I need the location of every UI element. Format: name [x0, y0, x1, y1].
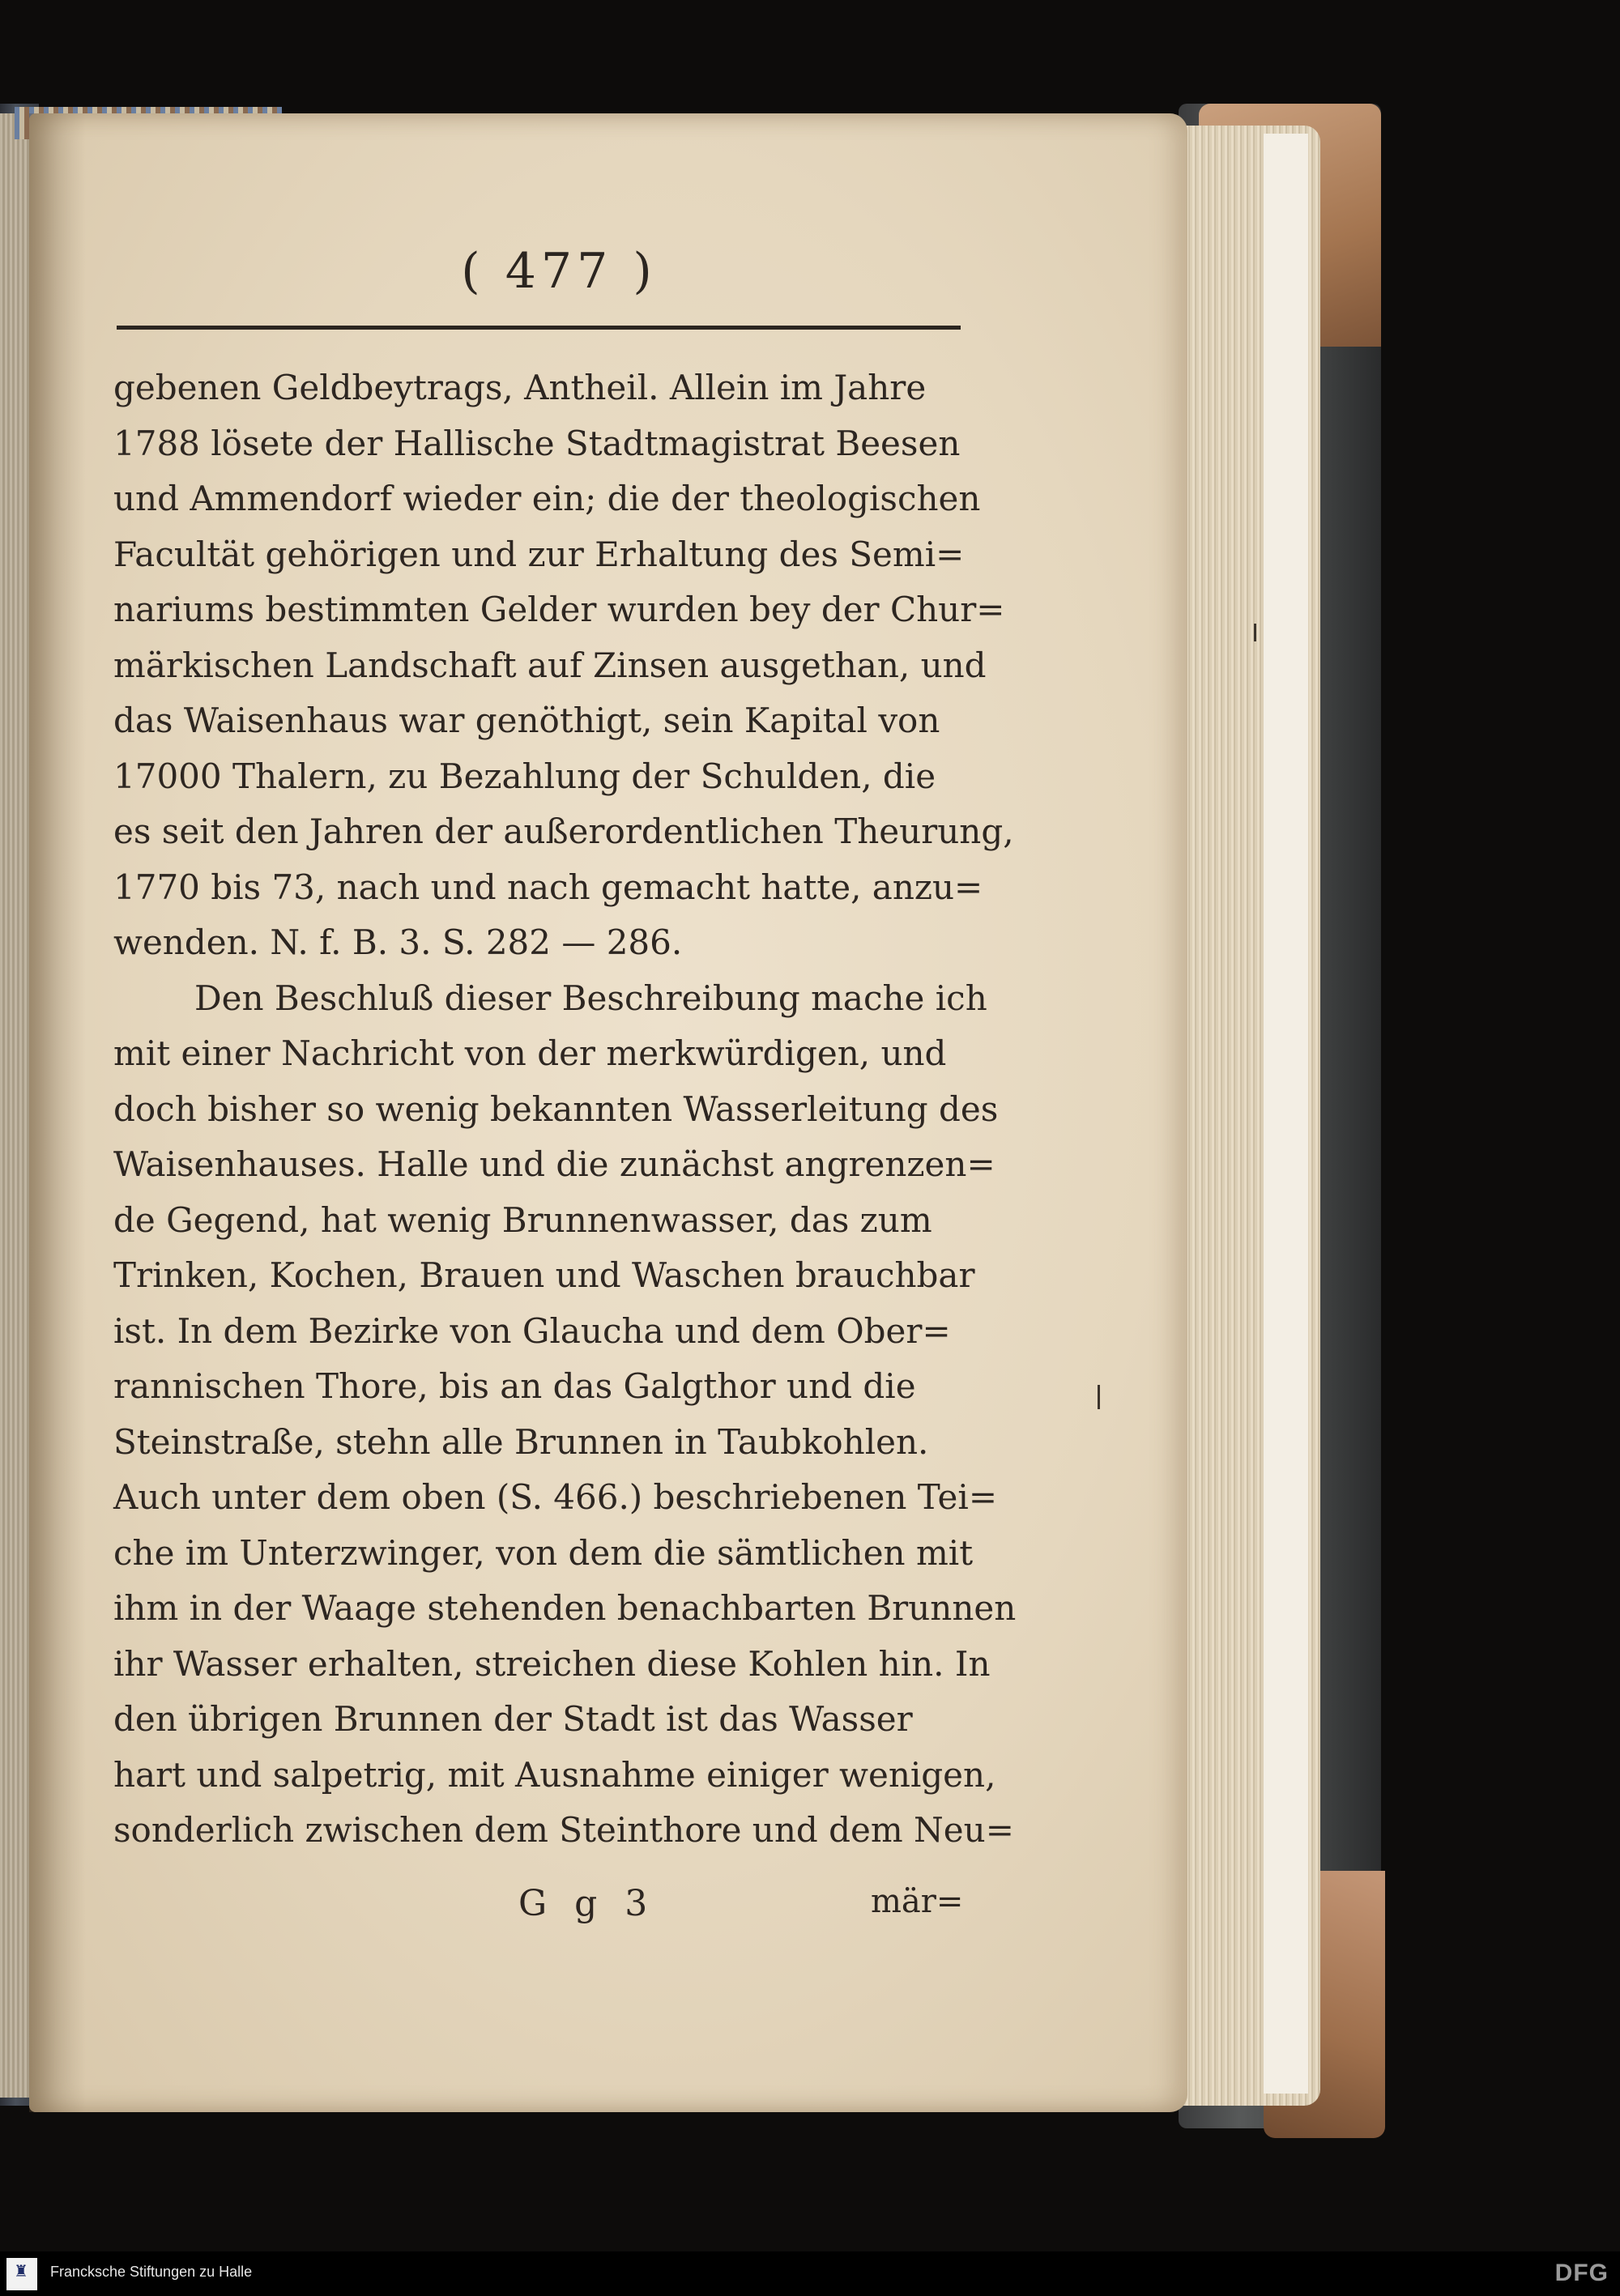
margin-mark — [1254, 624, 1256, 641]
margin-mark — [1098, 1385, 1100, 1409]
text-line: 17000 Thalern, zu Bezahlung der Schulden, die — [113, 756, 936, 796]
text-line: doch bisher so wenig bekannten Wasserleitung des — [113, 1088, 999, 1129]
page-body-text — [113, 360, 1017, 1859]
text-line: gebenen Geldbeytrags, Antheil. Allein im Jahre — [113, 368, 927, 407]
text-line: 1788 lösete der Hallische Stadtmagistrat Beesen — [113, 423, 961, 463]
left-page-edges — [0, 113, 31, 2098]
text-line: 1770 bis 73, nach und nach gemacht hatte, anzu= — [113, 867, 983, 907]
text-line: mit einer Nachricht von der merkwürdigen, und — [113, 1033, 947, 1073]
text-line: Auch unter dem oben (S. 466.) beschriebenen Tei= — [113, 1477, 998, 1517]
text-line: hart und salpetrig, mit Ausnahme einiger wenigen, — [113, 1754, 996, 1795]
dfg-logo: DFG — [1554, 2260, 1609, 2286]
text-line: es seit den Jahren der außerordentlichen Theurung, — [113, 811, 1014, 851]
text-line: de Gegend, hat wenig Brunnenwasser, das zum — [113, 1199, 932, 1240]
gutter-shadow — [29, 113, 86, 2112]
page-number: ( 477 ) — [461, 243, 657, 300]
inserted-white-sheet — [1264, 134, 1308, 2094]
header-rule — [117, 326, 961, 330]
text-line: Waisenhauses. Halle und die zunächst angrenzen= — [113, 1144, 995, 1184]
text-line: wenden. N. f. B. 3. S. 282 — 286. — [113, 922, 683, 962]
text-line: Steinstraße, stehn alle Brunnen in Taubkohlen. — [113, 1421, 929, 1462]
text-line: märkischen Landschaft auf Zinsen ausgethan, und — [113, 645, 987, 685]
text-line: das Waisenhaus war genöthigt, sein Kapital von — [113, 701, 940, 740]
text-line: ihr Wasser erhalten, streichen diese Kohlen hin. In — [113, 1643, 991, 1684]
text-line: den übrigen Brunnen der Stadt ist das Wasser — [113, 1699, 913, 1739]
logo-glyph-icon: ♜ — [14, 2261, 28, 2281]
text-line: sonderlich zwischen dem Steinthore und dem Neu= — [113, 1810, 1014, 1850]
text-line: ihm in der Waage stehenden benachbarten Brunnen — [113, 1588, 1017, 1628]
catchword: mär= — [871, 1883, 964, 1920]
text-line: nariums bestimmten Gelder wurden bey der Chur= — [113, 590, 1005, 629]
text-line: Facultät gehörigen und zur Erhaltung des Semi= — [113, 534, 965, 574]
text-line: Trinken, Kochen, Brauen und Waschen brauchbar — [113, 1255, 975, 1295]
text-line: und Ammendorf wieder ein; die der theologischen — [113, 479, 981, 518]
signature-mark: G g 3 — [518, 1883, 656, 1924]
text-line: che im Unterzwinger, von dem die sämtlichen mit — [113, 1532, 974, 1573]
paragraph-start-line: Den Beschluß dieser Beschreibung mache ich — [194, 978, 987, 1018]
source-label: Francksche Stiftungen zu Halle — [50, 2264, 253, 2280]
text-line: rannischen Thore, bis an das Galgthor und die — [113, 1366, 916, 1406]
text-line: ist. In dem Bezirke von Glaucha und dem Ober= — [113, 1310, 951, 1351]
